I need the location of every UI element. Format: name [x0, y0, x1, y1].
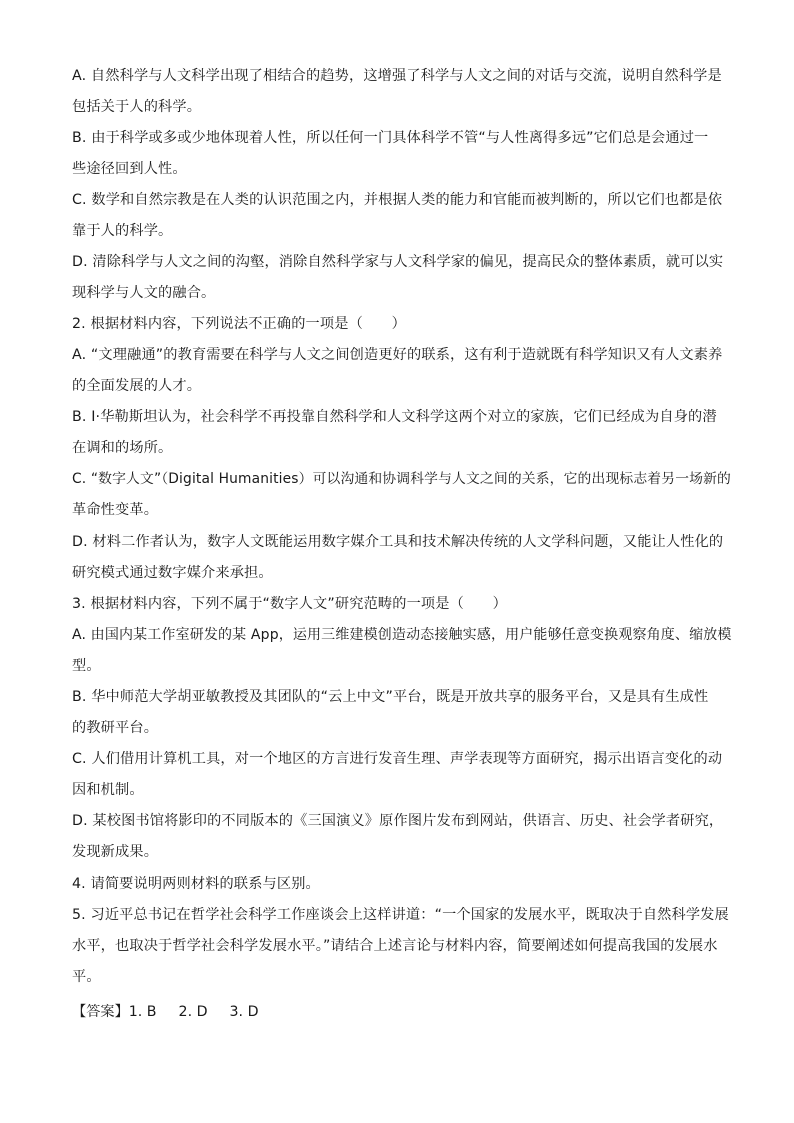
q2-option-c-line2: 革命性变革。: [72, 502, 159, 518]
q2-option-d-line2: 研究模式通过数字媒介来承担。: [72, 565, 273, 581]
q3-option-a-line2: 型。: [72, 658, 101, 674]
q3-option-c-line2: 因和机制。: [72, 782, 144, 798]
q2-option-d-line1: D. 材料二作者认为，数字人文既能运用数字媒介工具和技术解决传统的人文学科问题，又能让人性化的: [72, 534, 724, 550]
q1-option-a-line1: A. 自然科学与人文科学出现了相结合的趋势，这增强了科学与人文之间的对话与交流，说明自然科学是: [72, 68, 722, 84]
q3-option-b-line1: B. 华中师范大学胡亚敏教授及其团队的“云上中文”平台，既是开放共享的服务平台，又是具有生成性: [72, 689, 709, 705]
q1-option-b-line1: B. 由于科学或多或少地体现着人性，所以任何一门具体科学不管“与人性离得多远”它们总是会通过一: [72, 130, 709, 146]
answer-1: 1. B: [128, 1004, 157, 1020]
q2-option-b-line1: B. I·华勒斯坦认为，社会科学不再投靠自然科学和人文科学这两个对立的家族，它们已经成为自身的潜: [72, 409, 717, 425]
q3-option-b-line2: 的教研平台。: [72, 720, 159, 736]
q5-line1: 5. 习近平总书记在哲学社会科学工作座谈会上这样讲道：“一个国家的发展水平，既取决于自然科学发展: [72, 907, 729, 923]
q2-option-a-line1: A. “文理融通”的教育需要在科学与人文之间创造更好的联系，这有利于造就既有科学知识又有人文素养: [72, 347, 723, 363]
q4-stem: 4. 请简要说明两则材料的联系与区别。: [72, 876, 320, 892]
q3-option-c-line1: C. 人们借用计算机工具，对一个地区的方言进行发音生理、声学表现等方面研究，揭示出语言变化的动: [72, 751, 723, 767]
q3-option-d-line1: D. 某校图书馆将影印的不同版本的《三国演义》原作图片发布到网站，供语言、历史、社会学者研究，: [72, 813, 724, 829]
answer-3: 3. D: [229, 1004, 259, 1020]
q3-option-d-line2: 发现新成果。: [72, 844, 159, 860]
answer-2: 2. D: [178, 1004, 208, 1020]
q1-option-c-line1: C. 数学和自然宗教是在人类的认识范围之内，并根据人类的能力和官能而被判断的，所以它们也都是依: [72, 192, 723, 208]
q2-stem: 2. 根据材料内容，下列说法不正确的一项是（ ）: [72, 316, 406, 332]
q1-option-d-line1: D. 清除科学与人文之间的沟壑，消除自然科学家与人文科学家的偏见，提高民众的整体素质，就可以实: [72, 254, 724, 270]
q2-option-b-line2: 在调和的场所。: [72, 440, 173, 456]
q3-option-a-line1: A. 由国内某工作室研发的某 App，运用三维建模创造动态接触实感，用户能够任意变换观察角度、缩放模: [72, 627, 732, 643]
answer-tag: 【答案】: [72, 1004, 129, 1020]
q1-option-a-line2: 包括关于人的科学。: [72, 99, 202, 115]
q5-line3: 平。: [72, 969, 101, 985]
q1-option-b-line2: 些途径回到人性。: [72, 161, 187, 177]
q2-option-c-line1: C. “数字人文”（Digital Humanities）可以沟通和协调科学与人文之间的关系，它的出现标志着另一场新的: [72, 471, 731, 487]
q2-option-a-line2: 的全面发展的人才。: [72, 378, 202, 394]
q3-stem: 3. 根据材料内容，下列不属于“数字人文”研究范畴的一项是（ ）: [72, 596, 507, 612]
q5-line2: 水平，也取决于哲学社会科学发展水平。”请结合上述言论与材料内容，简要阐述如何提高我国的发展水: [72, 938, 718, 954]
q1-option-d-line2: 现科学与人文的融合。: [72, 285, 216, 301]
q1-option-c-line2: 靠于人的科学。: [72, 223, 173, 239]
answer-line: [72, 1002, 259, 1022]
